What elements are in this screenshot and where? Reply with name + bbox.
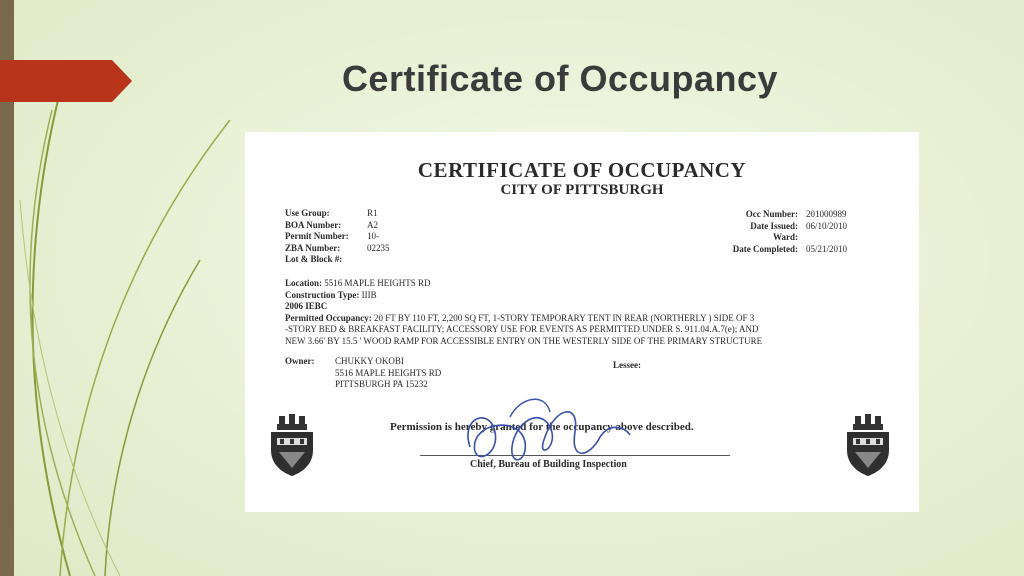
field-row: Occ Number: 201000989: [745, 209, 847, 219]
field-row: ZBA Number:: [285, 242, 341, 253]
certificate-title: CERTIFICATE OF OCCUPANCY: [417, 158, 747, 182]
certificate-image: [245, 132, 919, 512]
lessee-label: Lessee:: [613, 360, 641, 370]
field-row: Date Issued: 06/10/2010: [750, 220, 848, 231]
field-row: BOA Number:: [285, 219, 342, 230]
signatory-title: Chief, Bureau of Building Inspection: [470, 459, 627, 470]
slide-title: Certificate of Occupancy: [341, 58, 779, 99]
location-block: Location: 5516 MAPLE HEIGHTS RD Construction Type: IIIB 2006 IEBC Permitted Occupancy: 20 FT BY 110 FT, 2,200 SQ FT, 1-STORY TEMPORARY TENT IN REAR (NORTHERLY ) SIDE OF 3 -STORY BED & BREAKFAST FACILITY; ACCESSORY USE FOR EVENTS AS PERMITTED UNDER S. 911.04.A.7(e); AND NEW 3.66' BY 15.5 ' WOOD RAMP FOR ACCESSIBLE ENTRY ON THE WESTERLY SIDE OF THE PRIMARY STRUCTURE: [285, 278, 763, 346]
title-accent-tab: [0, 60, 132, 102]
right-fields: [705, 209, 848, 255]
city-seal-icon: [843, 414, 893, 476]
field-row: Lot & Block #:: [285, 254, 343, 264]
permission-statement: Permission is hereby granted for the occupancy above described.: [390, 421, 694, 433]
owner-block: Owner: CHUKKY OKOBI 5516 MAPLE HEIGHTS RD PITTSBURGH PA 15232: [285, 356, 442, 389]
field-row: Use Group: R1 A2: [285, 208, 378, 230]
certificate-subtitle: CITY OF PITTSBURGH: [500, 182, 664, 198]
field-row: Ward:: [772, 232, 798, 242]
city-seal-icon: [267, 414, 317, 476]
left-fields: [285, 208, 390, 266]
handwritten-signature: [450, 387, 650, 477]
field-row: Permit Number: 10-02235: [285, 231, 390, 253]
field-row: Date Completed: 05/21/2010: [732, 243, 848, 254]
